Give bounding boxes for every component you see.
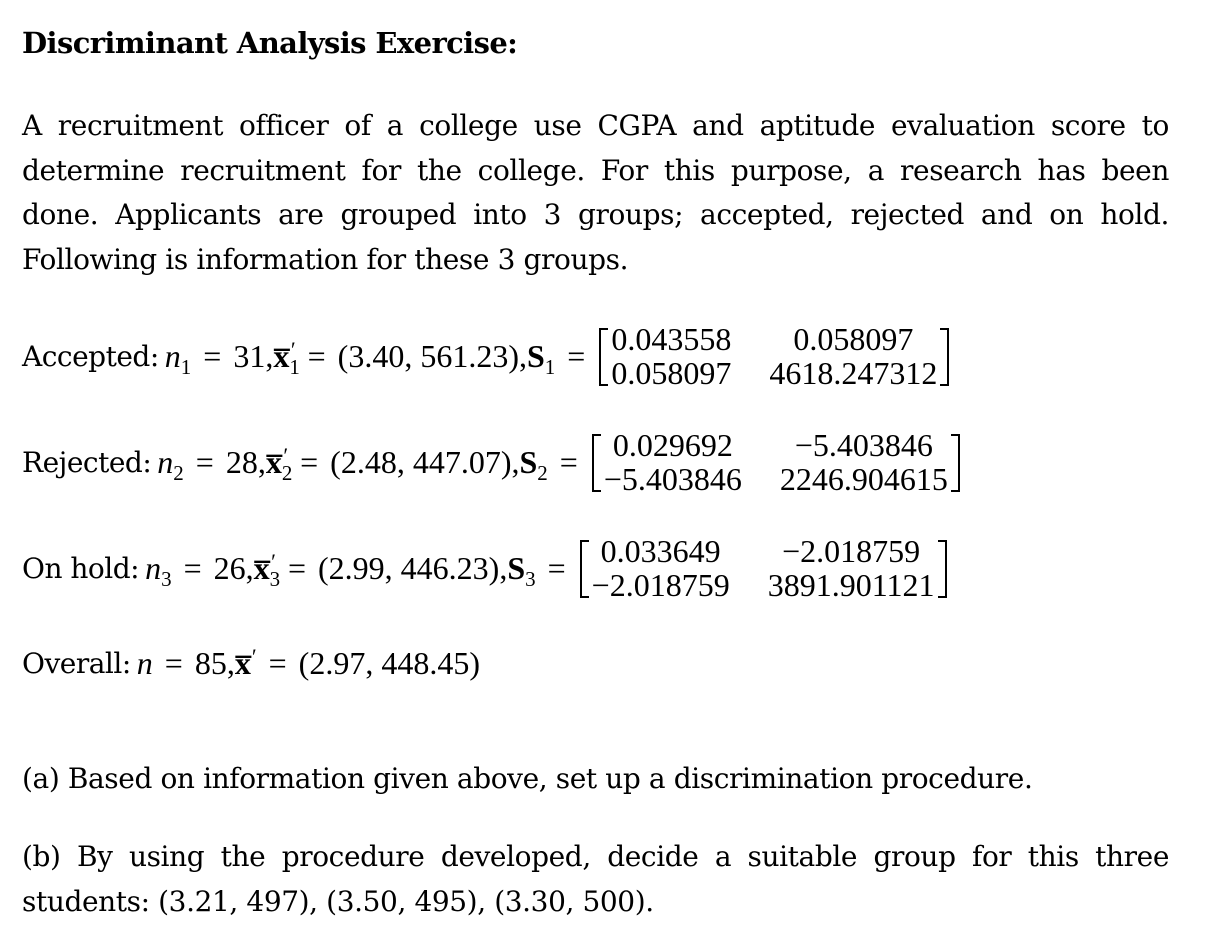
overall-equation: n = 85,x̅′ = (2.97, 448.45) [136, 643, 480, 681]
group-equation: $n_1$ = $31,x̅_1' = (3.40$, $561.23),S_1$ = [164, 336, 586, 379]
covariance-matrix [599, 322, 949, 390]
matrix-cell: −2.018759 [782, 533, 921, 569]
matrix-cell: −5.403846 [603, 461, 742, 497]
matrix-cell: 4618.247312 [769, 355, 938, 391]
group-label: Accepted: [22, 339, 159, 373]
group-label: Rejected: [22, 445, 152, 479]
mean-vector: (2.99, 446.23) [318, 549, 500, 586]
matrix-cell: 0.033649 [600, 533, 721, 569]
matrix-cell: −5.403846 [794, 427, 933, 463]
sample-size: 28 [225, 443, 258, 480]
intro-paragraph: A recruitment officer of a college use CGPA and aptitude evaluation score to determine recruitment for the college. For this purpose, a research has been done. Applicants are grouped into 3 groups; accepted, rejected and on hold. Following is information for these 3 groups. [22, 109, 1169, 276]
group-equation: $n_2$ = $28,x̅_2' = (2.48$, $447.07),S_2$ = [157, 442, 578, 485]
matrix-cell: 0.029692 [612, 427, 733, 463]
group-on-hold [22, 533, 947, 603]
sample-size: 26 [213, 549, 246, 586]
group-accepted [22, 321, 949, 391]
matrix-cell: 3891.901121 [767, 567, 935, 603]
group-overall [22, 628, 480, 698]
matrix-cell: 0.043558 [611, 321, 732, 357]
mean-vector: (2.48, 447.07) [330, 443, 512, 480]
covariance-matrix [580, 534, 947, 602]
mean-vector: (2.97, 448.45) [298, 644, 480, 681]
group-label: On hold: [22, 551, 140, 585]
mean-vector: (3.40, 561.23) [337, 337, 519, 374]
matrix-cell: −2.018759 [591, 567, 730, 603]
question-a: (a) Based on information given above, set up a discrimination procedure. [22, 762, 1033, 795]
question-b: (b) By using the procedure developed, decide a suitable group for this three students: (3.21, 497), (3.50, 495), (3.30, 500). [22, 840, 1169, 918]
matrix-cell: 0.058097 [611, 355, 732, 391]
matrix-cell: 0.058097 [793, 321, 914, 357]
page-title: Discriminant Analysis Exercise: [22, 26, 518, 60]
covariance-matrix [592, 428, 960, 496]
matrix-cell: 2246.904615 [779, 461, 948, 497]
sample-size: 85 [194, 644, 227, 681]
group-rejected [22, 427, 960, 497]
group-label: Overall: [22, 646, 131, 680]
group-equation: $n_3$ = $26,x̅_3' = (2.99$, $446.23),S_3$ = [145, 548, 566, 591]
sample-size: 31 [233, 337, 266, 374]
